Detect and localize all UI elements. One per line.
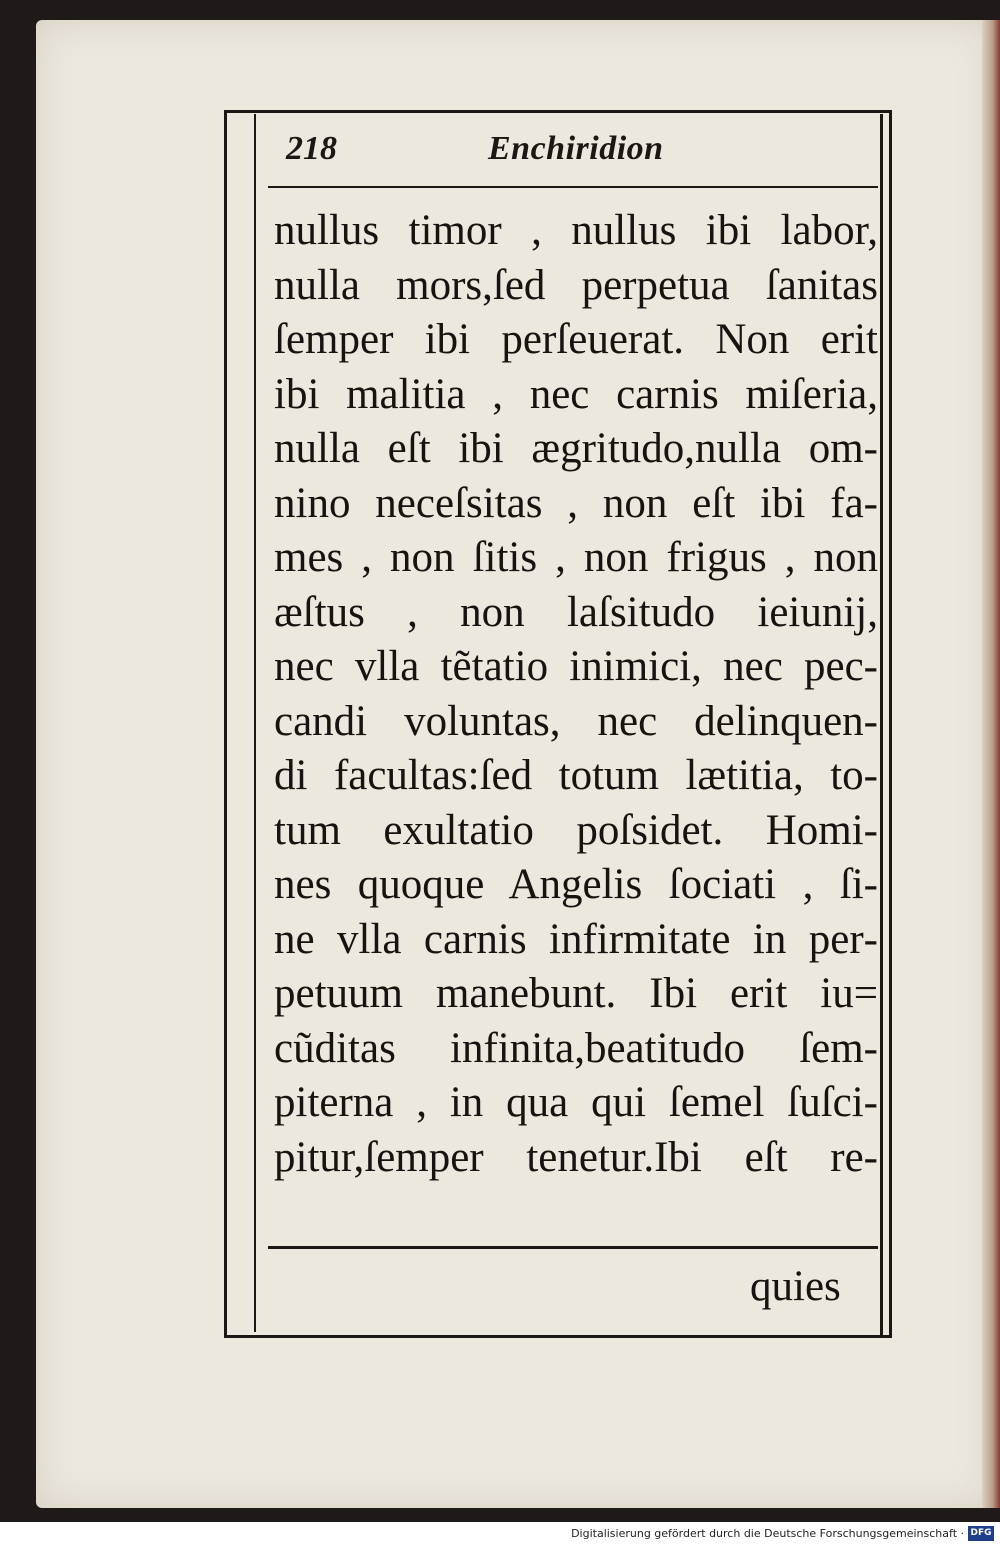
text-line: candi voluntas, nec delinquen‑: [274, 697, 878, 745]
footer-rule: [268, 1246, 878, 1249]
text-line: nes quoque Angelis ſociati , ſi‑: [274, 861, 878, 908]
text-line: nino neceſsitas , non eſt ibi fa‑: [274, 479, 878, 527]
page-edge: [982, 20, 1000, 1508]
page-number: 218: [286, 130, 337, 167]
text-line: ibi malitia , nec carnis miſeria,: [274, 370, 878, 418]
body-text: [274, 204, 878, 1185]
text-line: nulla eſt ibi ægritudo,nulla om‑: [274, 425, 878, 472]
text-line: piterna , in qua qui ſemel ſuſci‑: [274, 1079, 878, 1126]
text-line: æſtus , non laſsitudo ieiunij,: [274, 588, 878, 636]
text-line: pitur,ſemper tenetur.Ibi eſt re‑: [274, 1133, 878, 1181]
frame-inner-left-rule: [254, 114, 256, 1332]
digitization-footer: [0, 1522, 1000, 1548]
frame-inner-right-rule: [880, 114, 883, 1336]
text-line: ne vlla carnis infirmitate in per‑: [274, 915, 878, 963]
text-line: di facultas:ſed totum lætitia, to‑: [274, 752, 878, 799]
dfg-logo: DFG: [968, 1526, 994, 1541]
text-line: cũditas infinita,beatitudo ſem‑: [274, 1024, 878, 1072]
text-line: mes , non ſitis , non frigus , non: [274, 534, 878, 581]
running-head: [286, 126, 866, 176]
text-line: ſemper ibi perſeuerat. Non erit: [274, 316, 878, 363]
text-line: nullus timor , nullus ibi labor,: [274, 207, 878, 254]
text-line: nulla mors,ſed perpetua ſanitas: [274, 261, 878, 309]
text-line: tum exultatio poſsidet. Homi‑: [274, 806, 878, 854]
header-rule: [268, 186, 878, 188]
text-line: petuum manebunt. Ibi erit iu=: [274, 970, 878, 1017]
footer-credit: Digitalisierung gefördert durch die Deutsche Forschungsgemeinschaft ·: [571, 1527, 964, 1540]
running-title: Enchiridion: [488, 130, 664, 167]
text-line: nec vlla tẽtatio inimici, nec pec‑: [274, 643, 878, 690]
catchword: quies: [750, 1263, 841, 1310]
